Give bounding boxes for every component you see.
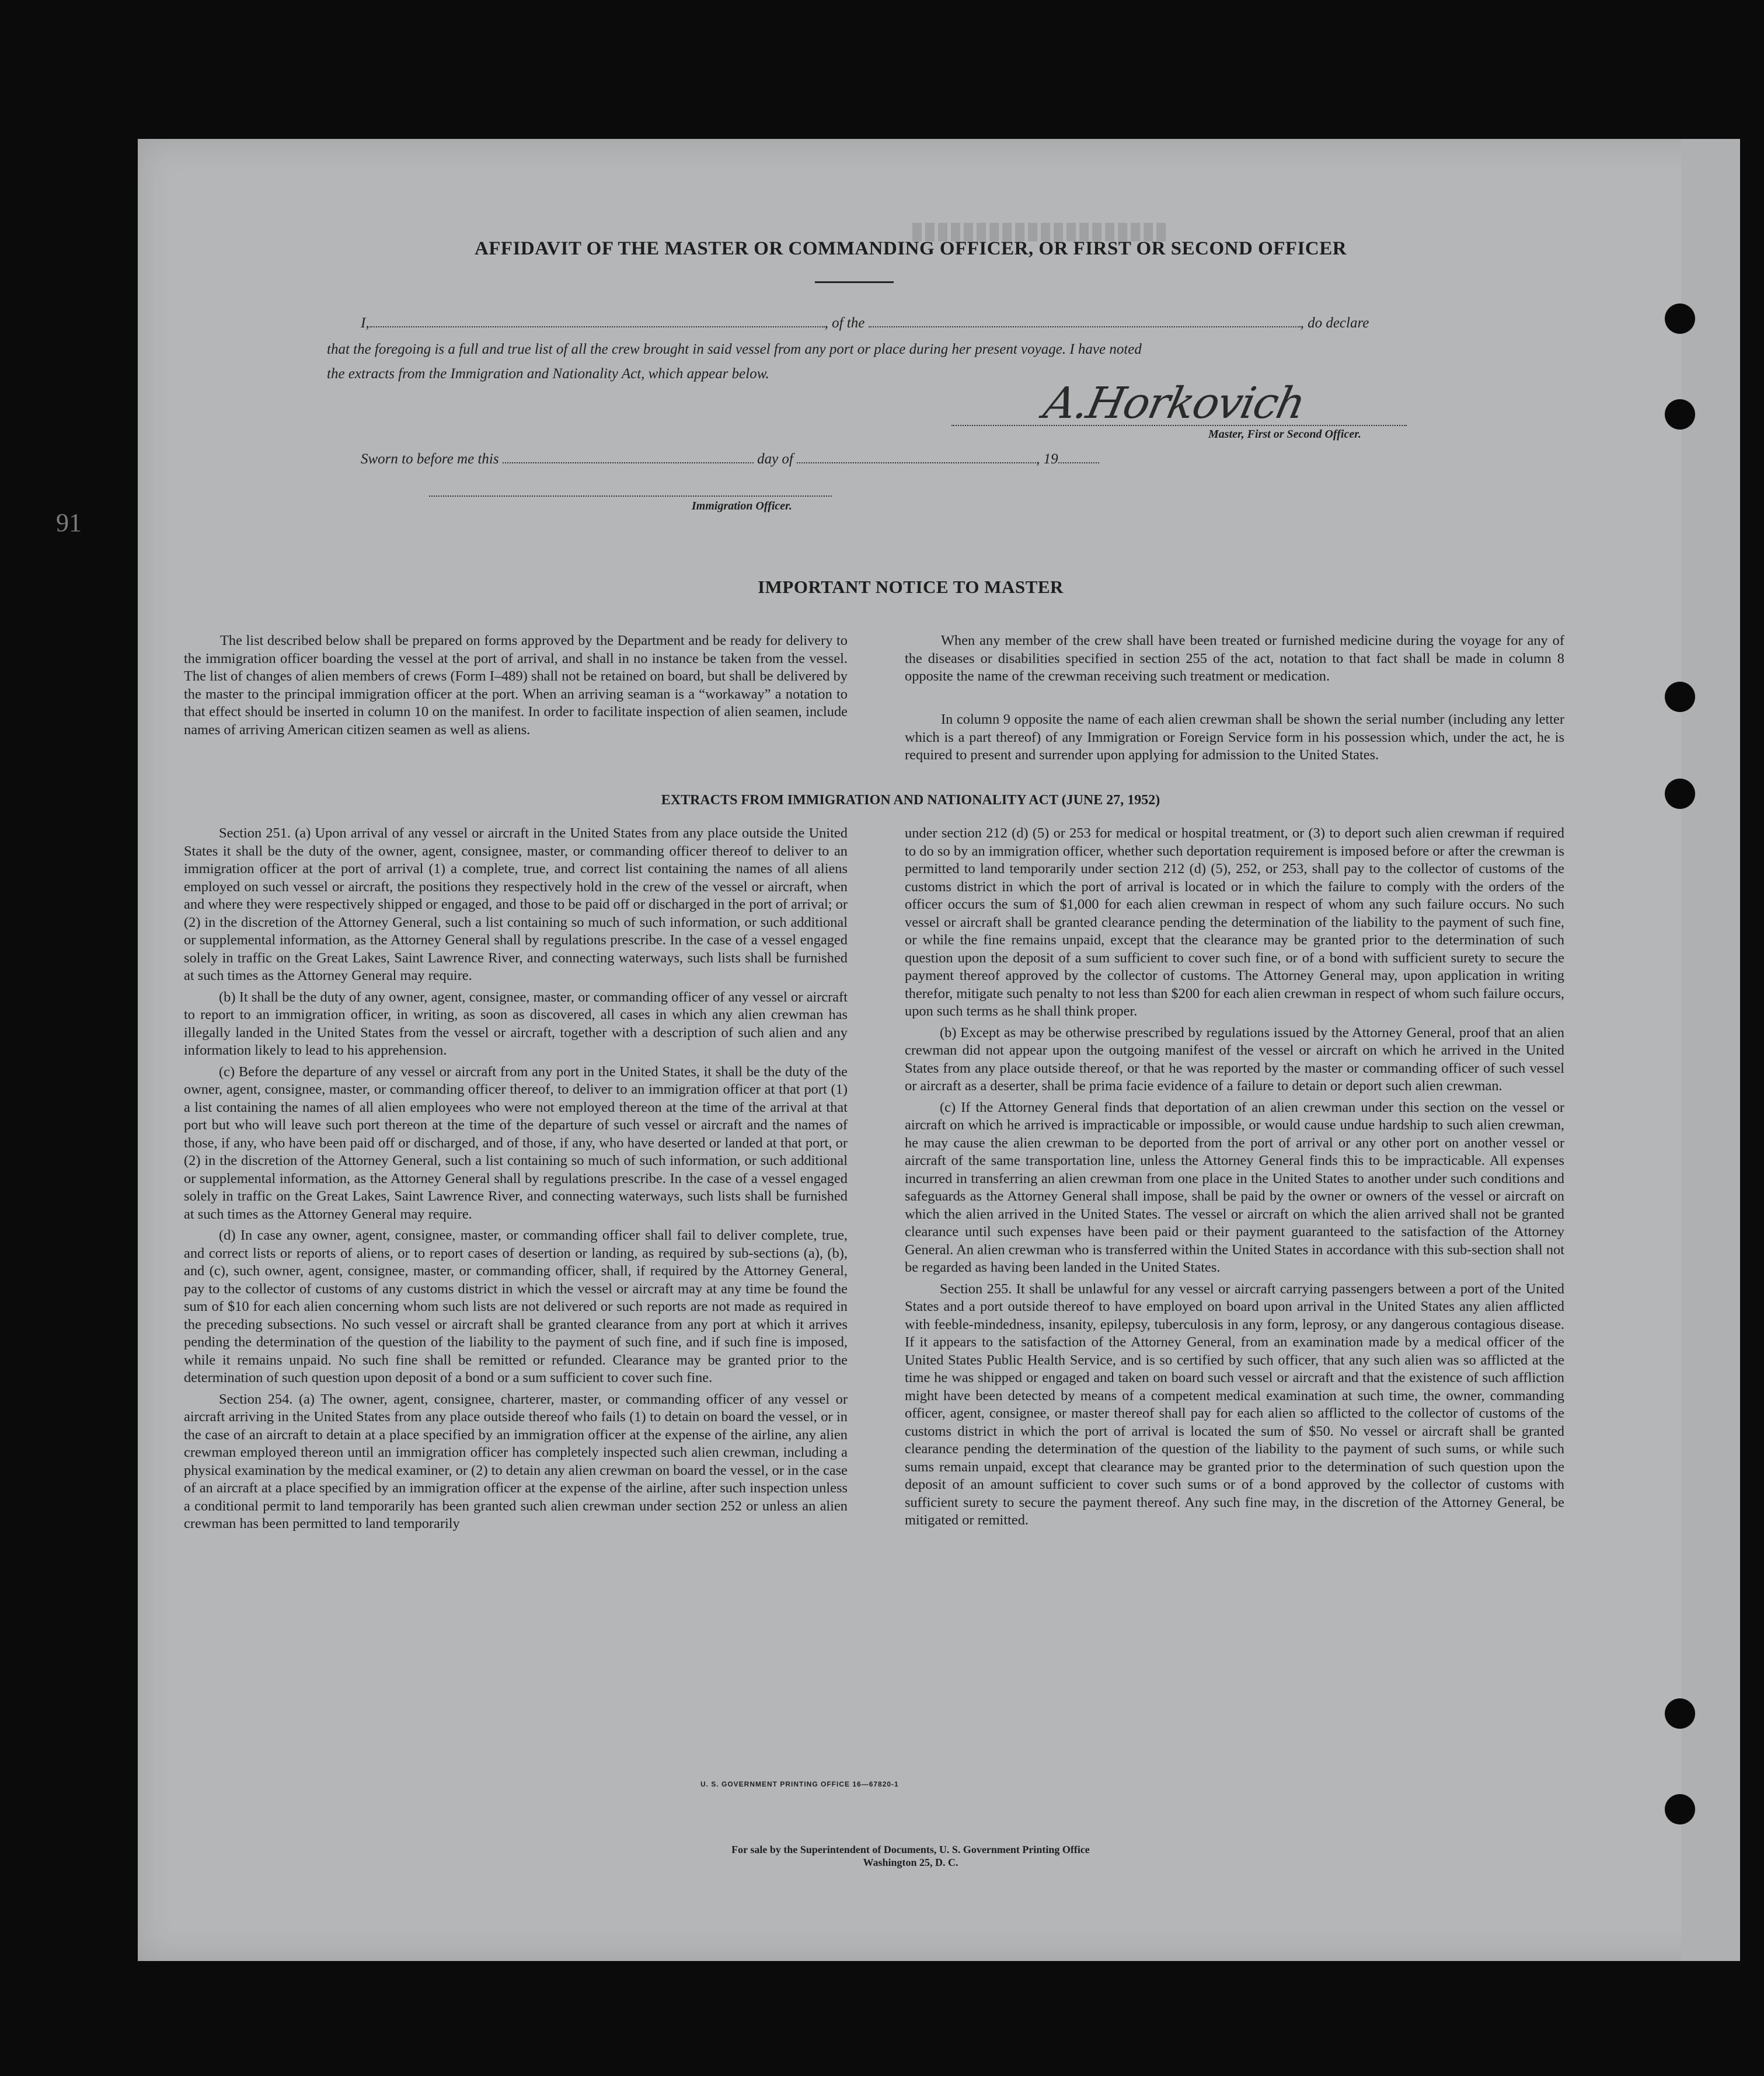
- margin-note: 91: [56, 508, 82, 537]
- section-254b: (b) Except as may be otherwise prescribed by regulations issued by the Attorney General, proof that an alien crewman did not appear upon the outgoing manifest of the vessel or aircraft on which he arrived in the United States from any place outside thereof, or that he was reported by the master or commanding officer of such vessel or aircraft as a deserter, shall be prima facie evidence of a failure to detain or deport such alien crewman.: [905, 1024, 1564, 1094]
- extracts-left-column: [184, 825, 848, 1537]
- affidavit-line3: the extracts from the Immigration and Nationality Act, which appear below.: [327, 366, 769, 382]
- section-251d: (d) In case any owner, agent, consignee, master, or commanding officer shall fail to deliver complete, true, and correct lists or reports of aliens, or to report cases of desertion or landing, as required by sub-sections (a), (b), and (c), such owner, agent, consignee, master, or commanding officer, shall, if required by the Attorney General, pay to the collector of customs of any customs district in which the vessel or aircraft may at any time be found the sum of $10 for each alien concerning whom such lists are not delivered or such reports are not made as required in the preceding subsections. No such vessel or aircraft shall be granted clearance from any port at which it arrives pending the determination of the question of the liability to the payment of such fine, and if such fine is imposed, while it remains unpaid. No such fine shall be remitted or refunded. Clearance may be granted prior to the determination of such question upon deposit of a bond or a sum sufficient to cover such fine.: [184, 1227, 848, 1386]
- notice-right-paragraph-1: When any member of the crew shall have been treated or furnished medicine during the voyage for any of the diseases or disabilities specified in section 255 of the act, notation to that fact shall be made in column 8 opposite the name of the crewman receiving such treatment or medication.: [905, 633, 1564, 684]
- sworn-month-field[interactable]: [797, 449, 1036, 463]
- notice-title: IMPORTANT NOTICE TO MASTER: [758, 577, 1064, 597]
- sworn-year-field[interactable]: [1058, 449, 1099, 463]
- sworn-line: Sworn to before me this day of , 19: [361, 449, 1099, 467]
- section-254c: (c) If the Attorney General finds that deportation of an alien crewman under this section on the vessel or aircraft on which he arrived is impracticable or impossible, or would cause undue hardship to such alien crewman, he may cause the alien crewman to be deported from the port of arrival or any other port on another vessel or aircraft of the same transportation line, unless the Attorney General finds this to be impracticable. All expenses incurred in transferring an alien crewman from one place in the United States to another under such conditions and safeguards as the Attorney General shall impose, shall be paid by the owner or owners of the vessel or aircraft on which the alien arrived in the United States. The vessel or aircraft on which the alien arrived shall not be granted clearance until such expenses have been paid or their payment guaranteed to the satisfaction of the Attorney General. An alien crewman who is transferred within the United States in accordance with this sub-section shall not be regarded as having been landed in the United States.: [905, 1099, 1564, 1275]
- master-label: Master, First or Second Officer.: [1208, 428, 1361, 441]
- sale-notice: [525, 1843, 1296, 1869]
- immigration-officer-label: Immigration Officer.: [692, 500, 792, 512]
- vessel-field[interactable]: [869, 313, 1301, 327]
- affidavit-line2: that the foregoing is a full and true list of all the crew brought in said vessel from any port or place during her present voyage. I have noted: [327, 341, 1142, 357]
- section-254a: Section 254. (a) The owner, agent, consignee, charterer, master, or commanding officer of any vessel or aircraft arriving in the United States from any place outside thereof who fails (1) to detain on board the vessel, or in the case of an aircraft to detain at a place specified by an immigration officer at the expense of the airline, any alien crewman employed thereon until an immigration officer has completely inspected such alien crewman, including a physical examination by the medical examiner, or (2) to detain any alien crewman on board the vessel, or in the case of an aircraft at a place specified by an immigration officer at the expense of the airline, after such inspection unless a conditional permit to land temporarily has been granted such alien crewman under section 252 or unless an alien crewman has been permitted to land temporarily: [184, 1391, 848, 1531]
- signature-line: [951, 425, 1407, 426]
- section-254a-continued: under section 212 (d) (5) or 253 for medical or hospital treatment, or (3) to deport such alien crewman if required to do so by an immigration officer, whether such deportation requirement is imposed before or after the crewman is permitted to land temporarily under section 212 (d) (5), 252, or 253, shall pay to the collector of customs of the customs district in which the port of arrival is located or in which the failure to comply with the orders of the officer occurs the sum of $1,000 for each alien crewman in respect of whom any such failure occurs. No such vessel or aircraft shall be granted clearance pending the determination of the liability to the payment of such fine, or while the fine remains unpaid, except that the clearance may be granted prior to the determination of such question upon the deposit of a sum sufficient to cover such fine, or of a bond with sufficient surety to secure the payment thereof approved by the collector of customs. The Attorney General may, upon application in writing therefor, mitigate such penalty to not less than $200 for each alien crewman in respect of whom such failure occurs, upon such terms as he shall think proper.: [905, 825, 1564, 1019]
- bleed-through: ▮▮▮▮▮▮▮▮▮▮▮▮▮▮▮▮▮▮▮▮: [911, 218, 1168, 243]
- affidavit-line1: I, , of the , do declare: [361, 313, 1369, 332]
- notice-left-paragraph: The list described below shall be prepared on forms approved by the Department and be ready for delivery to the immigration officer boarding the vessel at the port of arrival, and shall in no instance be taken from the vessel. The list of changes of alien members of crews (Form I–489) shall not be retained on board, but shall be delivered by the master to the principal immigration officer at the port. When an arriving seaman is a “workaway” a notation to that effect should be inserted in column 10 on the manifest. In order to facilitate inspection of alien seamen, include names of arriving American citizen seamen as well as aliens.: [184, 633, 848, 738]
- section-251b: (b) It shall be the duty of any owner, agent, consignee, master, or commanding officer of any vessel or aircraft to report to an immigration officer, in writing, as soon as discovered, all cases in which any alien crewman has illegally landed in the United States from the vessel or aircraft, together with a description of such alien and any information likely to lead to his apprehension.: [184, 989, 848, 1058]
- binder-hole: [1665, 682, 1695, 712]
- sale-line-2: Washington 25, D. C.: [863, 1857, 958, 1868]
- affidavit-title: AFFIDAVIT OF THE MASTER OR COMMANDING OFFICER, OR FIRST OR SECOND OFFICER: [474, 238, 1347, 259]
- sale-line-1: For sale by the Superintendent of Documents, U. S. Government Printing Office: [731, 1844, 1090, 1855]
- notice-right-paragraph-2: In column 9 opposite the name of each alien crewman shall be shown the serial number (including any letter which is a part thereof) of any Immigration or Foreign Service form in his possession which, under the act, he is required to present and surrender upon applying for admission to the United States.: [905, 711, 1564, 763]
- title-rule: [815, 281, 894, 283]
- sworn-date-field[interactable]: [503, 449, 754, 463]
- immigration-officer-line: [429, 496, 832, 497]
- binder-hole: [1665, 779, 1695, 809]
- section-251c: (c) Before the departure of any vessel or aircraft from any port in the United States, it shall be the duty of the owner, agent, consignee, master, or commanding officer thereof, to deliver to an immigration officer at that port (1) a list containing the names of all alien employees who were not employed thereon at the time of the arrival at that port but who will leave such port thereon at the time of the departure of such vessel or aircraft and the names of those, if any, who have been paid off or discharged, and of those, if any, who have deserted or landed at that port, or (2) in the discretion of the Attorney General, such a list containing so much of such information, or such additional or supplemental information, as the Attorney General shall by regulations prescribe. In the case of a vessel engaged solely in traffic on the Great Lakes, Saint Lawrence River, and connecting waterways, such lists shall be furnished at such times as the Attorney General may require.: [184, 1063, 848, 1222]
- extracts-title: EXTRACTS FROM IMMIGRATION AND NATIONALITY ACT (JUNE 27, 1952): [661, 793, 1160, 808]
- gpo-imprint: U. S. GOVERNMENT PRINTING OFFICE 16—67820-1: [700, 1780, 899, 1788]
- extracts-right-column: [905, 825, 1564, 1533]
- section-255: Section 255. It shall be unlawful for any vessel or aircraft carrying passengers between a port of the United States and a port outside thereof to have employed on board upon arrival in the United States any alien afflicted with feeble-mindedness, insanity, epilepsy, tuberculosis in any form, leprosy, or any dangerous contagious disease. If it appears to the satisfaction of the Attorney General, from an examination made by a medical officer of the United States Public Health Service, and is so certified by such officer, that any such alien was so afflicted at the time he was shipped or engaged and taken on board such vessel or aircraft and that the existence of such affliction might have been detected by means of a competent medical examination at such time, the owner, commanding officer, agent, consignee, or master thereof shall pay for each alien so afflicted to the collector of customs of the customs district in which the port of arrival is located the sum of $50. No vessel or aircraft shall be granted clearance pending the determination of the question of the liability to the payment of such sums, or while such sums remain unpaid, except that clearance may be granted prior to the determination of such question upon the deposit of an amount sufficient to cover such sums or of a bond approved by the collector of customs with sufficient surety to secure the payment thereof. Any such fine may, in the discretion of the Attorney General, be mitigated or remitted.: [905, 1281, 1564, 1528]
- binder-hole: [1665, 1698, 1695, 1729]
- section-251a: Section 251. (a) Upon arrival of any vessel or aircraft in the United States from any place outside the United States it shall be the duty of the owner, agent, consignee, master, or commanding officer thereof to deliver to an immigration officer at the port of arrival (1) a complete, true, and correct list containing the names of all aliens employed on such vessel or aircraft, the positions they respectively hold in the crew of the vessel or aircraft, when and where they were respectively shipped or engaged, and those to be paid off or discharged in the port of arrival; or (2) in the discretion of the Attorney General, such a list containing so much of such information, or such additional or supplemental information, as the Attorney General shall by regulations prescribe. In the case of a vessel engaged solely in traffic on the Great Lakes, Saint Lawrence River, and connecting waterways, such lists shall be furnished at such times as the Attorney General may require.: [184, 825, 848, 983]
- master-signature: A.Horkovich: [1039, 378, 1309, 428]
- name-field[interactable]: [369, 313, 825, 327]
- binder-hole: [1665, 399, 1695, 430]
- binder-hole: [1665, 1794, 1695, 1824]
- binder-hole: [1665, 303, 1695, 334]
